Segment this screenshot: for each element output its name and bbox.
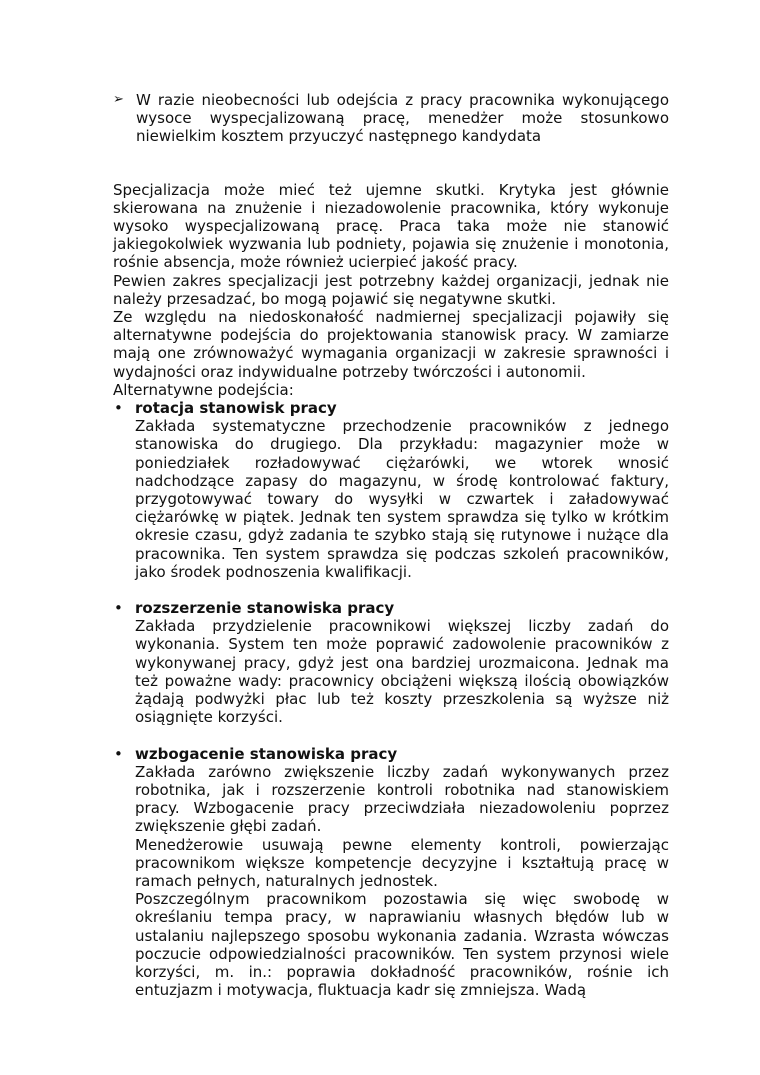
approach-job-enlargement	[114, 599, 669, 727]
approach-heading: rozszerzenie stanowiska pracy	[135, 599, 395, 618]
approach-job-rotation	[114, 399, 669, 581]
approach-description: Poszczególnym pracownikom pozostawia się więc swobodę w określaniu tempa pracy, w naprawianiu własnych błędów lub w ustalaniu najlepszego sposobu wykonania zadania. Wzrasta wówczas poczucie odpowiedzialności pracowników. Ten system przynosi wiele korzyści, m. in.: poprawia dokładność pracowników, rośnie ich entuzjazm i motywacja, fluktuacja kadr się zmniejsza. Wadą	[135, 890, 669, 1000]
approach-heading: rotacja stanowisk pracy	[135, 399, 337, 418]
alternatives-label: Alternatywne podejścia:	[113, 380, 294, 399]
paragraph-specialization-scope: Pewien zakres specjalizacji jest potrzebny każdej organizacji, jednak nie należy przesadzać, bo mogą pojawić się negatywne skutki.	[113, 271, 669, 308]
bullet-icon: •	[114, 599, 123, 618]
paragraph-specialization-downsides: Specjalizacja może mieć też ujemne skutki. Krytyka jest głównie skierowana na znużenie i niezadowolenie pracownika, który wykonuje wysoko wyspecjalizowaną pracę. Praca taka może nie stanowić jakiegokolwiek wyzwania lub podniety, pojawia się znużenie i monotonia, rośnie absencja, może również ucierpieć jakość pracy.	[113, 180, 669, 272]
arrow-bullet-icon: ➢	[113, 92, 124, 107]
arrow-item-text: W razie nieobecności lub odejścia z pracy pracownika wykonującego wysoce wyspecjalizowaną pracę, menedżer może stosunkowo niewielkim kosztem przyuczyć następnego kandydata	[136, 91, 669, 146]
paragraph-alternative-approaches: Ze względu na niedoskonałość nadmiernej specjalizacji pojawiły się alternatywne podejścia do projektowania stanowisk pracy. W zamiarze mają one zrównoważyć wymagania organizacji w zakresie sprawności i wydajności oraz indywidualne potrzeby twórczości i autonomii.	[113, 308, 669, 381]
approach-description: Zakłada zarówno zwiększenie liczby zadań wykonywanych przez robotnika, jak i rozszerzenie kontroli robotnika nad stanowiskiem pracy. Wzbogacenie pracy przeciwdziała niezadowoleniu poprzez zwiększenie głębi zadań.	[135, 762, 669, 836]
approach-description: Zakłada przydzielenie pracownikowi większej liczby zadań do wykonania. System ten może poprawić zadowolenie pracowników z wykonywanej pracy, gdyż jest ona bardziej urozmaicona. Jednak ma też poważne wady: pracownicy obciążeni większą ilością obowiązków żądają podwyżki płac lub też koszty przeszkolenia są wyższe niż osiągnięte korzyści.	[135, 617, 669, 727]
approach-heading: wzbogacenie stanowiska pracy	[135, 744, 398, 763]
approach-description: Zakłada systematyczne przechodzenie pracowników z jednego stanowiska do drugiego. Dla przykładu: magazynier może w poniedziałek rozładowywać ciężarówki, we wtorek wnosić nadchodzące zapasy do magazynu, w środę kontrolować faktury, przygotowywać towary do wysyłki w czwartek i załadowywać ciężarówkę w piątek. Jednak ten system sprawdza się tylko w krótkim okresie czasu, gdyż zadania te szybko stają się rutynowe i nużące dla pracownika. Ten system sprawdza się podczas szkoleń pracowników, jako środek podnoszenia kwalifikacji.	[135, 417, 669, 581]
approach-job-enrichment	[114, 744, 669, 1000]
bullet-icon: •	[114, 744, 123, 763]
document-body	[113, 91, 669, 999]
arrow-list-item	[113, 91, 669, 146]
bullet-icon: •	[114, 399, 123, 418]
approach-description: Menedżerowie usuwają pewne elementy kontroli, powierzając pracownikom większe kompetencje decyzyjne i kształtują pracę w ramach pełnych, naturalnych jednostek.	[135, 835, 669, 890]
